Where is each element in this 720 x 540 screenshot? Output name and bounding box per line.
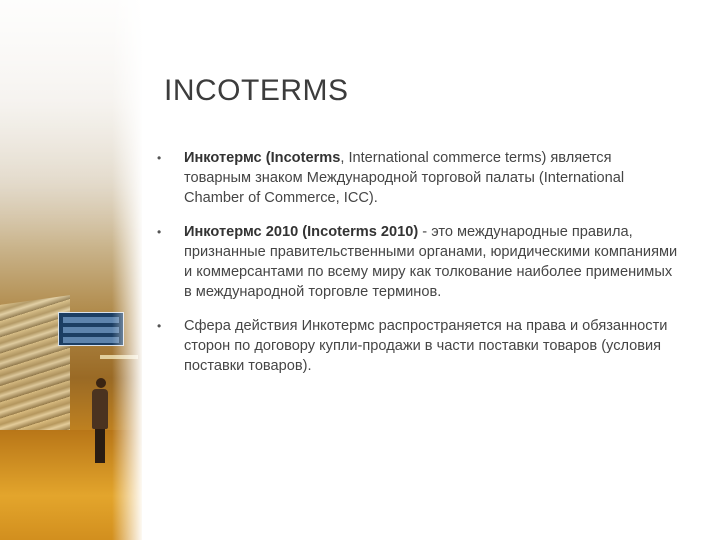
bullet-2-lead-bold: Инкотермс 2010 (Incoterms 2010): [184, 224, 419, 240]
bullet-2-text: - это международные правила, признанные правительственными органами, юридическими компаниями и коммерсантами по всему миру как толкование наиболее применимых в международной торговле терминов.: [184, 224, 678, 300]
bullet-1-lead-bold: (Incoterms: [265, 150, 341, 166]
bullet-item-1: [151, 148, 681, 208]
person-silhouette-icon: [92, 378, 110, 464]
train-platform-photo: [0, 0, 142, 540]
bullet-marker: •: [157, 151, 162, 165]
bullet-marker: •: [157, 225, 162, 239]
bullet-marker: •: [157, 319, 162, 333]
photo-edge-fade: [112, 0, 142, 540]
bullet-item-3: [151, 316, 681, 376]
bullet-3-text: Сфера действия Инкотермс распространяется на права и обязанности сторон по договору купли-продажи в части поставки товаров (условия поставки товаров).: [184, 318, 668, 374]
bullet-1-lead: Инкотермс: [184, 150, 262, 166]
bullet-1-text: , International commerce terms) является товарным знаком Международной торговой палаты (International Chamber of Commerce, ICC).: [184, 150, 625, 206]
bullet-list: [151, 148, 681, 376]
bullet-item-2: [151, 222, 681, 302]
slide-title: INCOTERMS: [164, 74, 349, 107]
